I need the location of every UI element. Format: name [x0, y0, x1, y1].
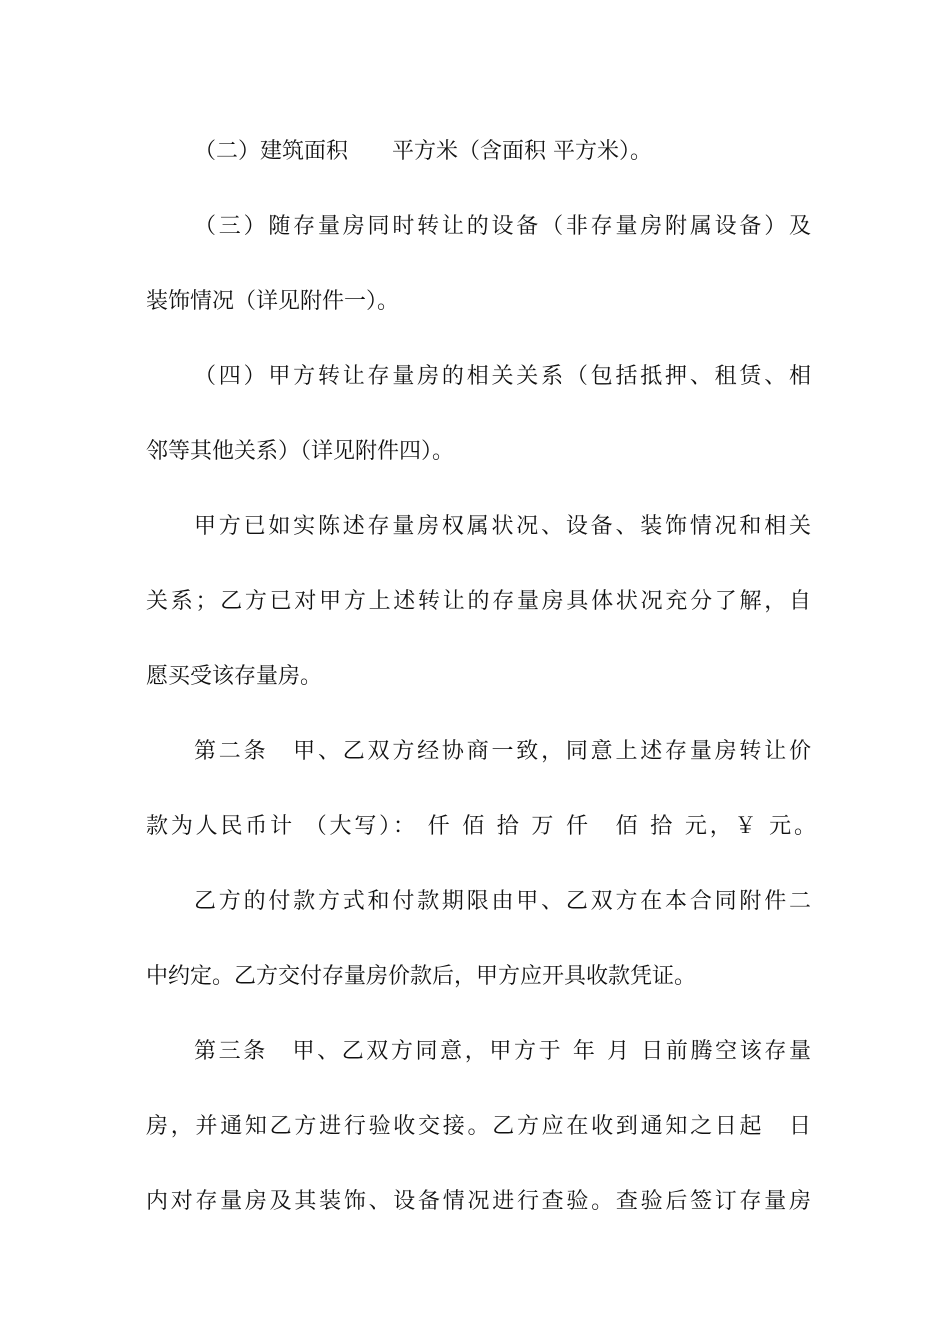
text-line-article-3: 第三条 甲、乙双方同意，甲方于 年 月 日前腾空该存量	[194, 1039, 811, 1064]
text-line-relations: （四）甲方转让存量房的相关关系（包括抵押、租赁、相	[194, 364, 811, 389]
text-line-equipment: （三）随存量房同时转让的设备（非存量房附属设备）及	[194, 214, 811, 239]
text-line-handover: 房，并通知乙方进行验收交接。乙方应在收到通知之日起 日	[146, 1114, 811, 1139]
text-line-building-area: （二）建筑面积 平方米（含面积 平方米）。	[194, 139, 652, 164]
text-line-payment: 乙方的付款方式和付款期限由甲、乙双方在本合同附件二	[194, 889, 811, 914]
text-line-inspection: 内对存量房及其装饰、设备情况进行查验。查验后签订存量房	[146, 1189, 811, 1214]
text-line-price: 款为人民币计 （大写）： 仟 佰 拾 万 仟 佰 拾 元，￥ 元。	[146, 814, 816, 839]
text-line-statement: 甲方已如实陈述存量房权属状况、设备、装饰情况和相关	[194, 514, 811, 539]
text-line-article-2: 第二条 甲、乙双方经协商一致，同意上述存量房转让价	[194, 739, 811, 764]
text-line-decoration: 装饰情况（详见附件一）。	[146, 289, 400, 314]
text-line-statement-end: 愿买受该存量房。	[146, 664, 323, 689]
text-line-statement-cont: 关系；乙方已对甲方上述转让的存量房具体状况充分了解，自	[146, 589, 811, 614]
text-line-payment-cont: 中约定。乙方交付存量房价款后，甲方应开具收款凭证。	[146, 964, 697, 989]
text-line-relations-cont: 邻等其他关系）（详见附件四）。	[146, 439, 455, 464]
